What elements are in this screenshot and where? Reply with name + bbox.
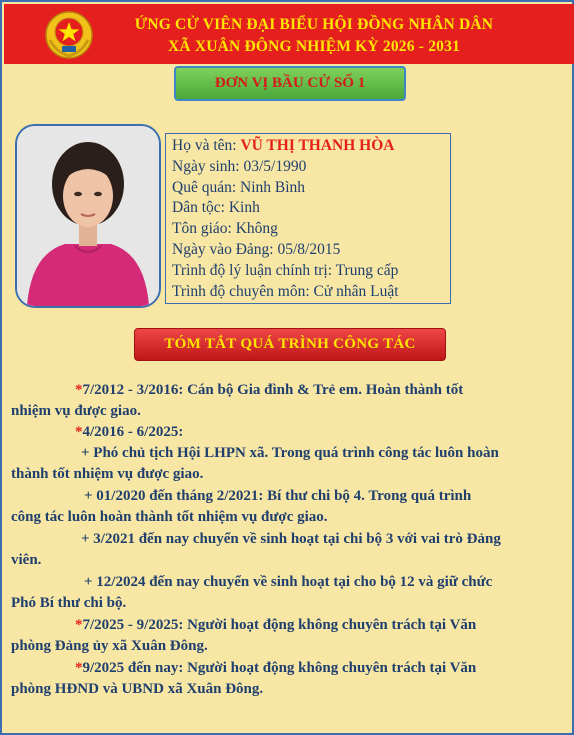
career-entry: *4/2016 - 6/2025: [75, 424, 184, 440]
career-sub-entry: + 12/2024 đến nay chuyển về sinh hoạt tại cho bộ 12 và giữ chức Phó Bí thư chi bộ. [11, 574, 493, 611]
candidate-portrait [15, 124, 161, 308]
candidate-name: VŨ THỊ THANH HÒA [240, 137, 395, 154]
header-title-line1: ỨNG CỬ VIÊN ĐẠI BIỂU HỘI ĐỒNG NHÂN DÂN [134, 16, 494, 33]
hometown: Quê quán: Ninh Bình [172, 178, 306, 196]
religion: Tôn giáo: Không [172, 220, 278, 238]
career-sub-entry: + Phó chủ tịch Hội LHPN xã. Trong quá trình công tác luôn hoàn thành tốt nhiệm vụ được giao. [11, 445, 499, 482]
career-entry: *7/2025 - 9/2025: Người hoạt động không chuyên trách tại Văn phòng Đảng ủy xã Xuân Đông. [11, 617, 477, 654]
political-theory-level: Trình độ lý luận chính trị: Trung cấp [172, 261, 399, 279]
career-summary-title: TÓM TẮT QUÁ TRÌNH CÔNG TÁC [134, 328, 446, 361]
portrait-image [17, 126, 159, 306]
electoral-unit-badge: ĐƠN VỊ BẦU CỬ SỐ 1 [174, 66, 406, 101]
career-sub-entry: + 01/2020 đến tháng 2/2021: Bí thư chi bộ 4. Trong quá trình công tác luôn hoàn thành tốt nhiệm vụ được giao. [11, 488, 472, 525]
header-title-line2: XÃ XUÂN ĐÔNG NHIỆM KỲ 2026 - 2031 [167, 38, 461, 55]
name-line [172, 136, 444, 157]
ethnicity: Dân tộc: Kinh [172, 199, 260, 217]
name-label: Họ và tên: [172, 137, 241, 154]
professional-level: Trình độ chuyên môn: Cử nhân Luật [172, 282, 399, 300]
party-join-date: Ngày vào Đảng: 05/8/2015 [172, 240, 341, 258]
candidate-info-box [165, 133, 451, 304]
header-banner [4, 4, 574, 64]
national-emblem-icon [44, 10, 94, 60]
birth-date: Ngày sinh: 03/5/1990 [172, 157, 307, 175]
career-entry: *7/2012 - 3/2016: Cán bộ Gia đình & Trẻ em. Hoàn thành tốt nhiệm vụ được giao. [11, 382, 464, 419]
career-entry: *9/2025 đến nay: Người hoạt động không chuyên trách tại Văn phòng HĐND và UBND xã Xuân Đông. [11, 660, 477, 697]
career-sub-entry: + 3/2021 đến nay chuyển về sinh hoạt tại chi bộ 3 với vai trò Đảng viên. [11, 531, 501, 568]
